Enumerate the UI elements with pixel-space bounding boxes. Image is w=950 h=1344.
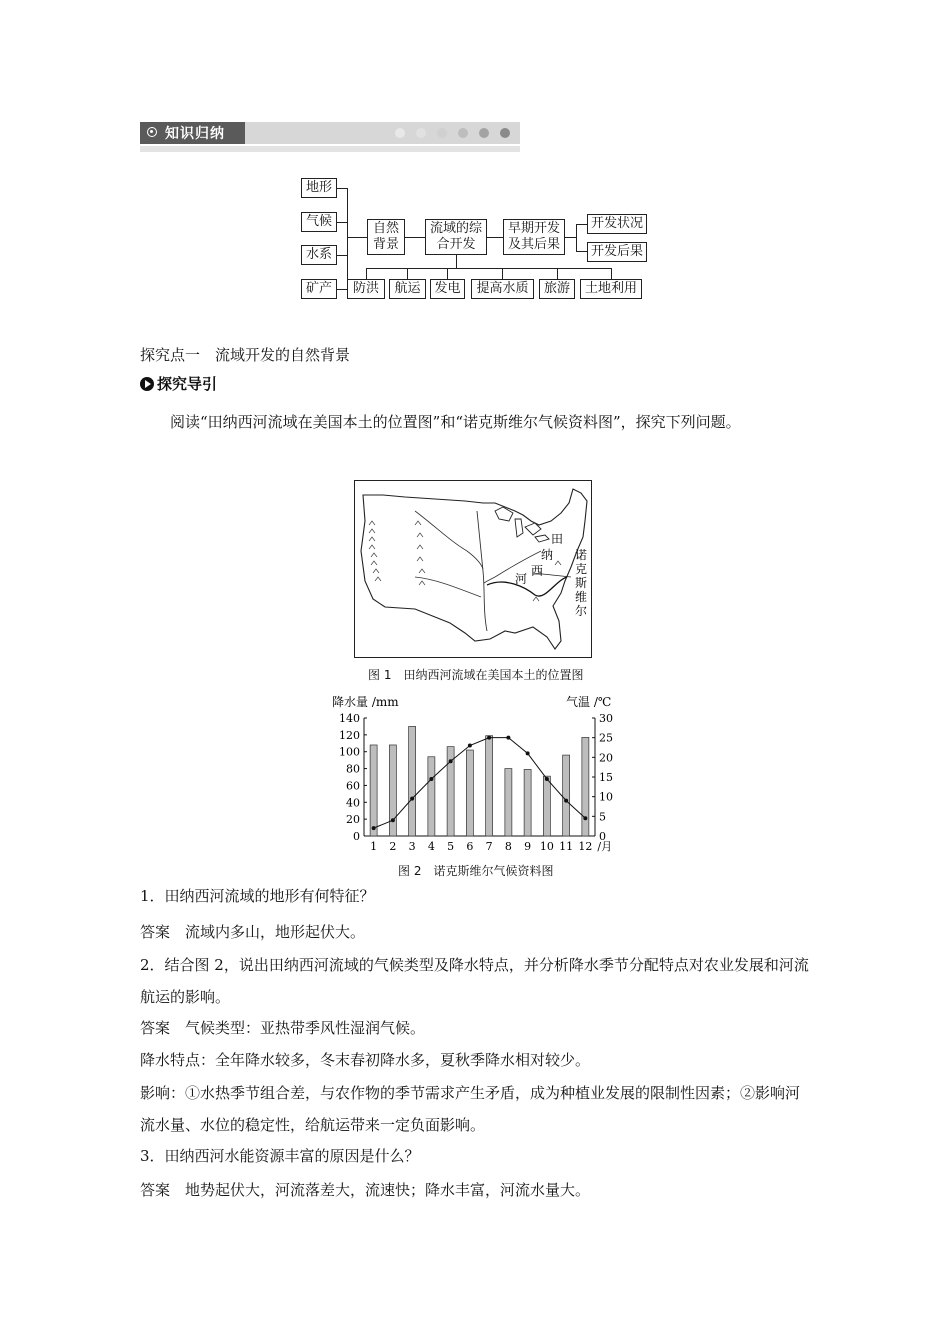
month-tick-label: 3 <box>408 840 416 853</box>
city-label-char: 斯 <box>575 576 588 590</box>
precip-bar <box>486 736 493 836</box>
factor-box-river: 水系 <box>301 245 337 265</box>
temperature-point <box>526 751 530 755</box>
center-label: 流域的综合开发 <box>429 221 482 252</box>
river-label-char: 田 <box>551 532 564 546</box>
concept-map <box>0 0 950 320</box>
connector-line <box>407 268 408 279</box>
question-3: 3．田纳西河水能资源丰富的原因是什么？ <box>140 1147 420 1165</box>
left-axis-title: 降水量 /mm <box>332 695 399 709</box>
temperature-point <box>372 826 376 830</box>
temperature-line <box>374 738 586 828</box>
right-tick-label: 20 <box>599 751 613 765</box>
city-label-char: 诺 <box>575 548 588 562</box>
use-box: 提高水质 <box>471 279 534 299</box>
precip-bar <box>428 757 435 836</box>
month-tick-label: 7 <box>485 840 493 853</box>
connector-line <box>611 268 612 279</box>
precip-bar <box>543 776 550 836</box>
left-tick-label: 20 <box>346 813 360 827</box>
precip-bar <box>582 737 589 836</box>
temperature-point <box>545 777 549 781</box>
month-tick-label: 12 <box>578 840 593 853</box>
month-tick-label: 1 <box>370 840 378 853</box>
temperature-point <box>391 818 395 822</box>
arkansas-river <box>415 577 481 597</box>
month-tick-label: 6 <box>466 840 474 853</box>
right-axis-title: 气温 /℃ <box>566 695 612 709</box>
guide-title <box>140 373 217 394</box>
left-tick-label: 140 <box>339 712 360 725</box>
right-tick-label: 30 <box>599 712 613 725</box>
factor-box-climate: 气候 <box>301 212 337 232</box>
temperature-point <box>429 777 433 781</box>
missouri-river <box>415 511 483 569</box>
precip-bar <box>370 745 377 836</box>
connector-line <box>337 222 347 223</box>
us-outline <box>361 489 587 649</box>
connector-line <box>337 188 347 189</box>
right-tick-label: 5 <box>599 810 606 824</box>
temperature-point <box>564 799 568 803</box>
section-header-title: 知识归纳 <box>165 126 225 142</box>
inquiry-title: 探究点一 流域开发的自然背景 <box>140 346 351 364</box>
river-label-char: 河 <box>515 572 528 586</box>
early-result-box: 开发状况 <box>587 214 647 234</box>
left-tick-label: 80 <box>346 762 360 776</box>
us-map <box>355 481 591 657</box>
precip-bar <box>389 745 396 836</box>
answer-1: 答案 流域内多山，地形起伏大。 <box>140 923 366 941</box>
left-tick-label: 60 <box>346 779 360 793</box>
factor-box-mineral: 矿产 <box>301 279 337 299</box>
temperature-point <box>583 816 587 820</box>
left-tick-label: 40 <box>346 796 360 810</box>
x-unit-label: /月 <box>597 840 613 853</box>
left-tick-label: 100 <box>339 745 360 759</box>
connector-line <box>576 224 577 251</box>
natural-background-box <box>367 219 405 255</box>
connector-line <box>576 251 587 252</box>
connector-line <box>405 237 425 238</box>
precip-bar <box>505 769 512 836</box>
month-tick-label: 2 <box>389 840 397 853</box>
connector-line <box>366 268 611 269</box>
river-label-char: 西 <box>531 564 544 578</box>
mississippi-river <box>477 511 487 631</box>
temperature-point <box>487 736 491 740</box>
temperature-point <box>449 759 453 763</box>
map-caption: 图 1 田纳西河流域在美国本土的位置图 <box>368 668 584 682</box>
connector-line <box>502 268 503 279</box>
precip-bar <box>563 755 570 836</box>
left-tick-label: 120 <box>339 728 360 742</box>
center-box <box>425 219 487 255</box>
connector-line <box>487 237 503 238</box>
us-map-figure <box>354 480 592 658</box>
use-box: 发电 <box>430 279 465 299</box>
connector-line <box>337 255 347 256</box>
temperature-point <box>468 744 472 748</box>
precip-bar <box>524 769 531 836</box>
early-development-label: 早期开发及其后果 <box>507 221 560 252</box>
intro-paragraph: 阅读“田纳西河流域在美国本土的位置图”和“诺克斯维尔气候资料图”，探究下列问题。 <box>170 413 741 431</box>
right-tick-label: 10 <box>599 790 613 804</box>
city-label-char: 维 <box>575 590 588 604</box>
use-box: 航运 <box>389 279 426 299</box>
answer-3: 答案 地势起伏大，河流落差大，流速快；降水丰富，河流水量大。 <box>140 1181 591 1199</box>
month-tick-label: 10 <box>539 840 554 853</box>
month-tick-label: 5 <box>447 840 455 853</box>
answer-2-impact: 影响：①水热季节组合差，与农作物的季节需求产生矛盾，成为种植业发展的限制性因素；②影响河流水量、水位的稳定性，给航运带来一定负面影响。 <box>140 1084 801 1134</box>
chart-caption: 图 2 诺克斯维尔气候资料图 <box>398 864 554 878</box>
early-result-box: 开发后果 <box>587 242 647 262</box>
connector-line <box>576 224 587 225</box>
question-2: 2．结合图 2，说出田纳西河流域的气候类型及降水特点，并分析降水季节分配特点对农业发展和河流航运的影响。 <box>140 956 809 1006</box>
connector-line <box>347 237 367 238</box>
play-circle-icon <box>140 377 154 391</box>
month-tick-label: 9 <box>524 840 532 853</box>
factor-box-terrain: 地形 <box>301 178 337 198</box>
month-tick-label: 4 <box>427 840 435 853</box>
connector-line <box>557 268 558 279</box>
use-box: 旅游 <box>539 279 575 299</box>
left-tick-label: 0 <box>353 830 360 843</box>
connector-line <box>456 255 457 268</box>
connector-line <box>366 268 367 279</box>
month-tick-label: 8 <box>504 840 512 853</box>
natural-background-label: 自然背景 <box>372 221 399 252</box>
guide-title-label: 探究导引 <box>157 375 218 393</box>
use-box: 土地利用 <box>580 279 642 299</box>
right-tick-label: 15 <box>599 771 613 784</box>
precip-bar <box>409 726 416 836</box>
temperature-point <box>410 797 414 801</box>
question-1: 1．田纳西河流域的地形有何特征？ <box>140 887 375 905</box>
connector-line <box>565 237 576 238</box>
precip-bar <box>466 750 473 836</box>
month-tick-label: 11 <box>559 840 574 853</box>
use-box: 防洪 <box>347 279 385 299</box>
right-tick-label: 0 <box>599 830 606 843</box>
climate-chart <box>320 690 620 865</box>
river-label-char: 纳 <box>541 548 554 562</box>
connector-line <box>347 188 348 290</box>
early-development-box <box>503 219 565 255</box>
connector-line <box>447 268 448 279</box>
city-label-char: 克 <box>575 562 588 576</box>
answer-2-precip: 降水特点：全年降水较多，冬末春初降水多，夏秋季降水相对较少。 <box>140 1051 591 1069</box>
right-tick-label: 25 <box>599 731 613 745</box>
answer-2-climate: 答案 气候类型：亚热带季风性湿润气候。 <box>140 1019 426 1037</box>
temperature-point <box>506 736 510 740</box>
city-label-char: 尔 <box>575 604 588 618</box>
connector-line <box>337 289 347 290</box>
